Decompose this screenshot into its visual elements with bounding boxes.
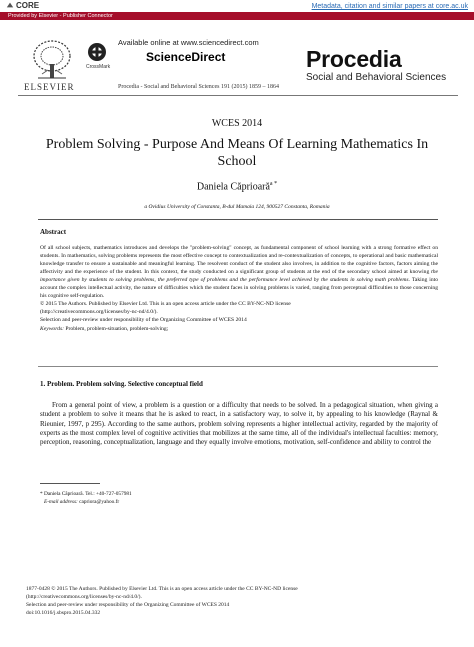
paper-title: Problem Solving - Purpose And Means Of Learning Mathematics In School [45,137,429,169]
crossmark-icon[interactable] [87,42,107,62]
bottom-copyright-line: 1877-0428 © 2015 The Authors. Published by Elsevier Ltd. This is an open access article under the CC BY-NC-ND license [26,586,298,592]
doi[interactable]: doi:10.1016/j.sbspro.2015.04.332 [26,610,101,617]
bottom-copyright-block [26,585,446,617]
procedia-title: Procedia [306,46,402,72]
core-logo-text: CORE [16,1,40,10]
section-heading: 1. Problem. Problem solving. Selective conceptual field [40,380,203,388]
core-metadata-link[interactable]: Metadata, citation and similar papers at core.ac.uk [311,3,468,10]
journal-reference: Procedia - Social and Behavioral Sciences 191 (2015) 1859 – 1864 [118,84,279,90]
footnote-contact: * Daniela Căprioară. Tel.: +40-727-057981 [40,491,132,497]
license-link[interactable]: (http://creativecommons.org/licenses/by-nc-nd/4.0/). [40,309,158,316]
author-email[interactable]: capriora@yahoo.fr [77,499,120,505]
footnote-rule [40,483,100,484]
keywords-line [40,325,438,333]
header-divider [18,95,458,96]
author-name: Daniela Căprioară [196,181,270,193]
affiliation: a Ovidius University of Constanta, B-dul Mamaia 124, 900527 Constanta, Romania [144,204,330,210]
section-body: From a general point of view, a problem is a question or a difficulty that needs to be solved. In a pedagogical situation, when giving a student a problem to solve it means that he is asked to react, in a satisfactory way, to solve it, by appealing to his knowledge (Raynal & Rieunier, 1997, p 295). According to the same authors, problem solving represents a higher intellectual activity, regarded by the majority of experts as the most complex level of cognitive activities that mobilizes at the same time, all of the individual's intellectual faculties: memory, perception, reasoning, conceptualization, language and they equally involve emotions, motivation, self-confidence and ability to control the [40,401,438,446]
abstract-italic-phrase: the importance given by students to solving problems, the preferred type of problems and the performance level achieved by the students in solving math problems [40,269,438,284]
elsevier-wordmark: ELSEVIER [24,82,75,92]
bottom-peer-review: Selection and peer-review under responsibility of the Organizing Committee of WCES 2014 [26,602,230,609]
abstract-bottom-rule [38,366,438,367]
author-line [0,181,474,192]
abstract-copyright: © 2015 The Authors. Published by Elsevier Ltd. This is an open access article under the CC BY-NC-ND license (http://creativecommons.org/licenses/by-nc-nd/4.0/). [40,300,438,316]
bottom-license-link[interactable]: (http://creativecommons.org/licenses/by-nc-nd/4.0/). [26,594,142,601]
keywords-label: Keywords: [40,326,65,333]
abstract-paragraph: Of all school subjects, mathematics introduces and develops the "problem-solving" concept, as fundamental component of school learning with a strong formative effect on students. In mathematics, solving problems represents the most effective concept to contextualization and re-contextualization of concepts, to operational and basic mathematical knowledge transfer to ensure a sustainable and meaningful learning. The resolvent conduct of the student also involves, in addition to the cognitive factors, factors aiming the affectivity and the experience of the student. In this context, the study conducted on a significant group of students at the end of the secondary school aimed at knowing the importance given by students to solving problems, the preferred type of problems and the performance level achieved by the students in solving math problems. Taking into account the complex intellectual activity, the nature of difficulties which the student faces in solving problems is varied, ranging from perceptual difficulties to those concerning his cognitive self-regulation. [40,245,438,300]
procedia-subtitle: Social and Behavioral Sciences [306,72,447,83]
elsevier-tree-logo [28,38,76,88]
abstract-heading: Abstract [40,228,67,236]
core-logo[interactable] [6,1,39,10]
footnote-email: E-mail address: capriora@yahoo.fr [44,499,120,505]
keywords-list: Problem, problem-situation, problem-solving; [64,326,169,333]
footnote [40,490,132,506]
author-marks: a * [269,181,278,187]
provided-by-text[interactable]: Provided by Elsevier - Publisher Connector [8,12,113,19]
core-logo-icon [6,1,14,9]
abstract-top-rule [38,219,438,220]
conference-name: WCES 2014 [211,118,263,129]
sciencedirect-wordmark: ScienceDirect [146,50,226,64]
abstract-body [40,244,438,334]
abstract-peer-review: Selection and peer-review under responsibility of the Organizing Committee of WCES 2014 [40,317,247,324]
crossmark-label: CrossMark [86,64,111,70]
available-online-text: Available online at www.sciencedirect.com [118,38,259,47]
